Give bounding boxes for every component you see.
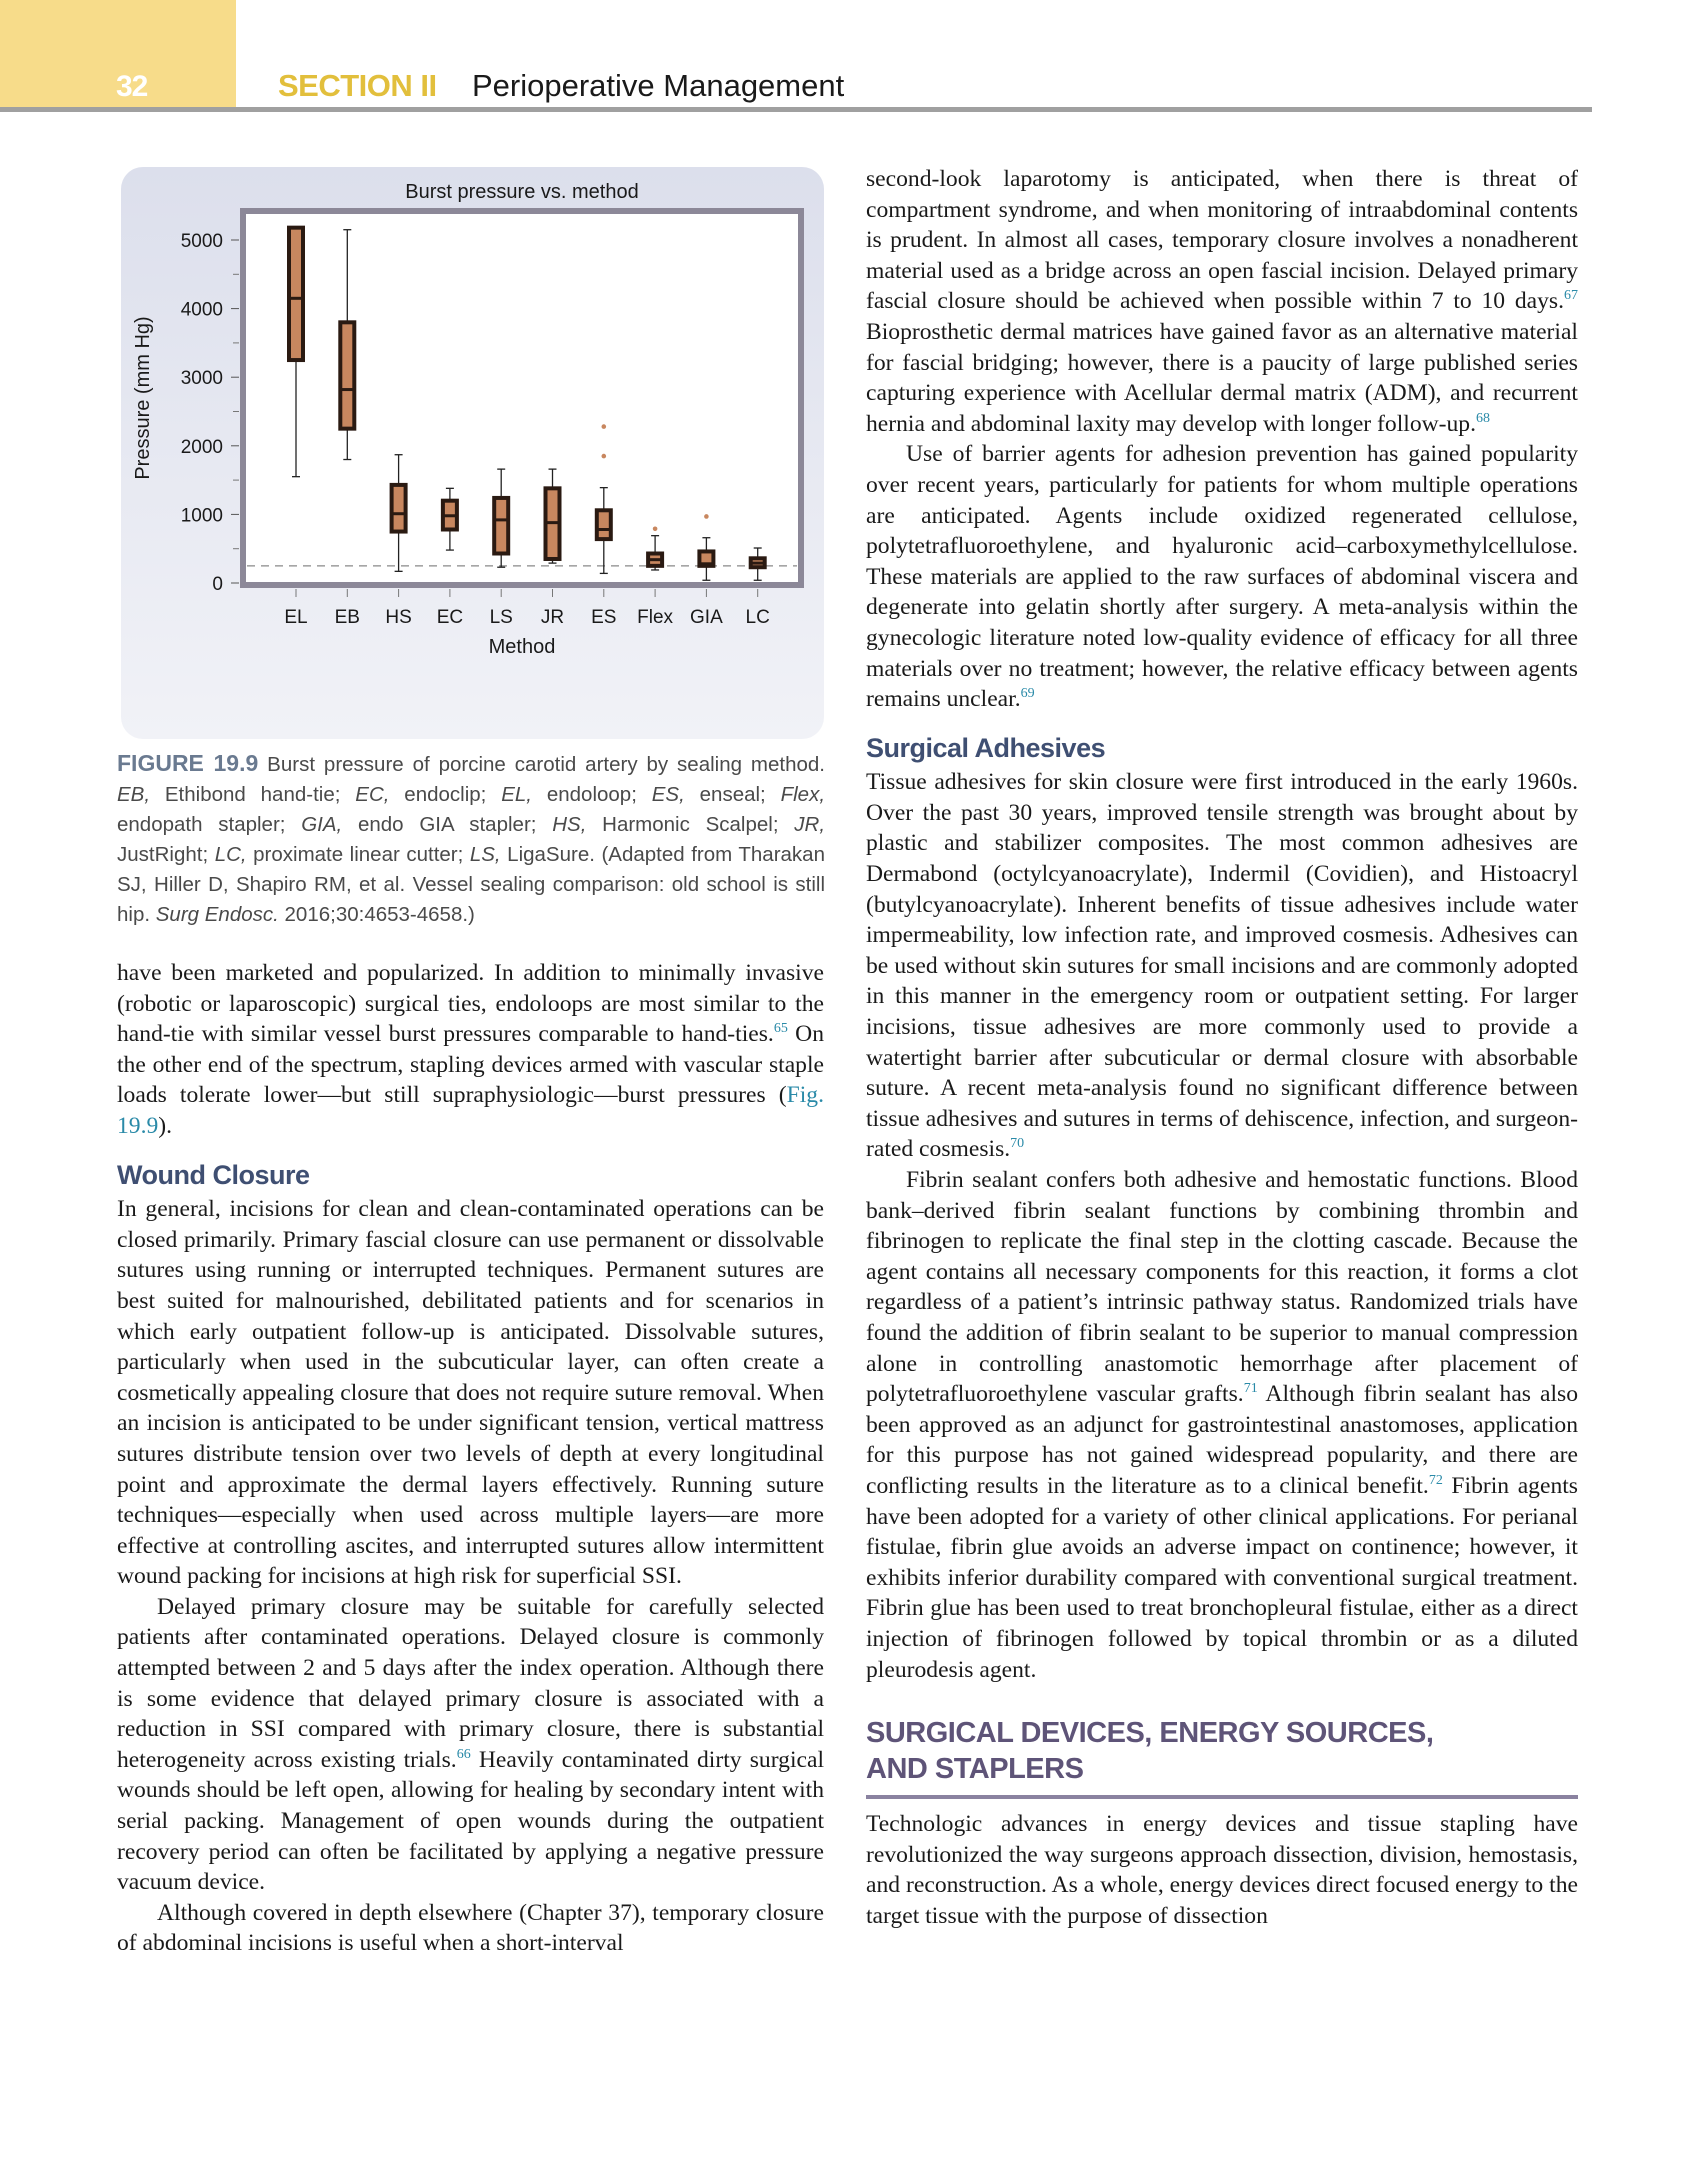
citation-ref[interactable]: 71: [1243, 1381, 1258, 1397]
figure-label: FIGURE 19.9: [117, 750, 259, 776]
chart-title: Burst pressure vs. method: [405, 181, 639, 203]
box-plot-chart: [121, 167, 824, 739]
plot-area: [243, 211, 801, 585]
outlier-point: [602, 454, 607, 459]
figure-caption-text: Burst pressure of porcine carotid artery by sealing method. EB, Ethibond hand-tie; EC, endoclip; EL, endoloop; ES, enseal; Flex, endopath stapler; GIA, endo GIA stapler; HS, Harmonic Scalpel; JR, JustRight; LC, proximate linear cutter; LS, LigaSure. (Adapted from Tharakan SJ, Hiller D, Shapiro RM, et al. Vessel sealing comparison: old school is still hip. Surg Endosc. 2016;30:4653-4658.): [117, 753, 826, 926]
y-tick-label: 1000: [180, 505, 223, 527]
paragraph: second-look laparotomy is anticipated, when there is threat of compartment syndrome, and when monitoring of intraabdominal contents is prudent. In almost all cases, temporary closure involves a nonadherent material used as a bridge across an open fascial incision. Delayed primary fascial closure should be achieved when possible within 7 to 10 days.$^{67}$ Bioprosthetic dermal matrices have gained favor as an alternative material for fascial bridging; however, there is a paucity of large published series capturing experience with Acellular dermal matrix (ADM), and recurrent hernia and abdominal laxity may develop with longer follow-up.$^{68}$: [866, 166, 1578, 437]
x-tick-label: ES: [591, 607, 617, 628]
y-tick-label: 2000: [180, 436, 223, 458]
section-label: SECTION II: [278, 68, 437, 103]
citation-ref[interactable]: 72: [1428, 1473, 1443, 1489]
citation-ref[interactable]: 66: [456, 1746, 471, 1762]
right-column: [866, 164, 1578, 1931]
x-axis-label: Method: [488, 636, 556, 658]
y-tick-label: 5000: [180, 231, 223, 252]
x-tick-label: EL: [284, 607, 308, 628]
outlier-point: [602, 424, 607, 429]
x-tick-label: EB: [334, 607, 360, 628]
x-tick-label: Flex: [637, 607, 674, 628]
header-rule: [0, 107, 1592, 112]
paragraph: Technologic advances in energy devices and tissue stapling have revolutionized the way surgeons approach dissection, division, hemostasis, and reconstruction. As a whole, energy devices direct focused energy to the target tissue with the purpose of dissection: [866, 1811, 1578, 1929]
heading-rule: [866, 1795, 1578, 1799]
heading-surgical-devices: [866, 1715, 1578, 1787]
paragraph: Tissue adhesives for skin closure were first introduced in the early 1960s. Over the past 30 years, improved tensile strength was brought about by plastic and stabilizer composites. The most common adhesives are Dermabond (octylcyanoacrylate), Indermil (Covidien), and Histoacryl (butylcyanoacrylate). Inherent benefits of tissue adhesives include water impermeability, low infection rate, and improved cosmesis. Adhesives can be used without skin sutures for small incisions and are commonly adopted in this manner in the emergency room or outpatient setting. For larger incisions, tissue adhesives are more commonly used to provide a watertight barrier after subcuticular or dermal closure with absorbable suture. A recent meta-analysis found no significant difference between tissue adhesives and sutures in terms of dehiscence, infection, and surgeon-rated cosmesis.$^{70}$: [866, 769, 1578, 1163]
paragraph: have been marketed and popularized. In addition to minimally invasive (robotic or laparoscopic) surgical ties, endoloops are most similar to the hand-tie with similar vessel burst pressures comparable to hand-ties.$^{65}$ On the other end of the spectrum, stapling devices armed with vascular staple loads tolerate lower—but still supraphysiologic—burst pressures (Fig. 19.9).: [117, 960, 824, 1139]
citation-ref[interactable]: 69: [1020, 686, 1035, 702]
x-tick-label: LC: [745, 607, 770, 628]
paragraph: Fibrin sealant confers both adhesive and hemostatic functions. Blood bank–derived fibrin sealant functions by combining thrombin and fibrinogen to replicate the final step in the clotting cascade. Because the agent contains all necessary components for this reaction, it forms a clot regardless of a patient’s intrinsic pathway status. Randomized trials have found the addition of fibrin sealant to be superior to manual compression alone in controlling anastomotic hemorrhage after placement of polytetrafluoroethylene vascular grafts.$^{71}$ Although fibrin sealant has also been approved as an adjunct for gastrointestinal anastomoses, application for this purpose has not gained widespread popularity, and there are conflicting results in the literature as to a clinical benefit.$^{72}$ Fibrin agents have been adopted for a variety of other clinical applications. For perianal fistulae, fibrin glue avoids an adverse impact on continence; however, it exhibits inferior durability compared with conventional surgical treatment. Fibrin glue has been used to treat bronchopleural fistulae, either as a direct injection of fibrinogen followed by topical thrombin or as a diluted pleurodesis agent.: [866, 1167, 1579, 1683]
citation-ref[interactable]: 70: [1010, 1136, 1025, 1152]
y-tick-label: 0: [212, 574, 223, 595]
header-rule-highlight: [236, 104, 1592, 107]
heading-surgical-adhesives: Surgical Adhesives: [866, 732, 1106, 763]
outlier-point: [704, 514, 709, 519]
y-tick-label: 4000: [180, 299, 223, 321]
x-tick-label: JR: [540, 607, 565, 628]
paragraph: Use of barrier agents for adhesion prevention has gained popularity over recent years, particularly for patients for whom multiple operations are anticipated. Agents include oxidized regenerated cellulose, polytetrafluoroethylene, and hyaluronic acid–carboxymethylcellulose. These materials are applied to the raw surfaces of abdominal viscera and degenerate into gelatin shortly after surgery. A meta-analysis within the gynecologic literature noted low-quality evidence of efficacy for all three materials over no treatment; however, the relative efficacy between agents remains unclear.$^{69}$: [866, 441, 1578, 713]
figure-link[interactable]: Fig. 19.9: [117, 1082, 824, 1139]
x-tick-label: HS: [385, 607, 412, 628]
paragraph: In general, incisions for clean and clean-contaminated operations can be closed primarily. Primary fascial closure can use permanent or dissolvable sutures using running or interrupted techniques. Permanent sutures are best suited for malnourished, debilitated patients and for scenarios in which early outpatient follow-up is anticipated. Dissolvable sutures, particularly when used in the subcuticular layer, can often create a cosmetically appealing closure that does not require suture removal. When an incision is anticipated to be under significant tension, vertical mattress sutures distribute tension over two levels of depth at every longitudinal point and approximate the dermal layers effectively. Running suture techniques—especially when used across multiple layers—are more effective at controlling ascites, and interrupted sutures allow intermittent wound packing for incisions at high risk for superficial SSI.: [117, 1196, 824, 1590]
x-tick-label: LS: [489, 607, 513, 628]
left-column: [117, 958, 824, 1959]
citation-ref[interactable]: 67: [1564, 288, 1578, 304]
heading-wound-closure: Wound Closure: [117, 1159, 310, 1190]
citation-ref[interactable]: 68: [1476, 410, 1491, 426]
x-tick-label: EC: [436, 607, 464, 628]
page-number: 32: [116, 70, 148, 103]
heading-line: AND STAPLERS: [866, 1753, 1084, 1786]
paragraph: Although covered in depth elsewhere (Chapter 37), temporary closure of abdominal incisions is useful when a short-interval: [117, 1899, 824, 1957]
outlier-point: [653, 527, 658, 532]
figure-caption: [117, 748, 825, 930]
y-tick-label: 3000: [180, 368, 223, 390]
heading-line: SURGICAL DEVICES, ENERGY SOURCES,: [866, 1717, 1434, 1750]
y-axis-label: Pressure (mm Hg): [132, 316, 154, 480]
x-tick-label: GIA: [690, 607, 723, 628]
citation-ref[interactable]: 65: [773, 1021, 788, 1037]
paragraph: Delayed primary closure may be suitable for carefully selected patients after contaminated operations. Delayed closure is commonly attempted between 2 and 5 days after the index operation. Although there is some evidence that delayed primary closure is associated with a reduction in SSI compared with primary closure, there is substantial heterogeneity across existing trials.$^{66}$ Heavily contaminated dirty surgical wounds should be left open, allowing for healing by secondary intent with serial packing. Management of open wounds during the outpatient recovery period can often be facilitated by applying a negative pressure vacuum device.: [117, 1593, 824, 1896]
section-title: Perioperative Management: [472, 68, 845, 103]
